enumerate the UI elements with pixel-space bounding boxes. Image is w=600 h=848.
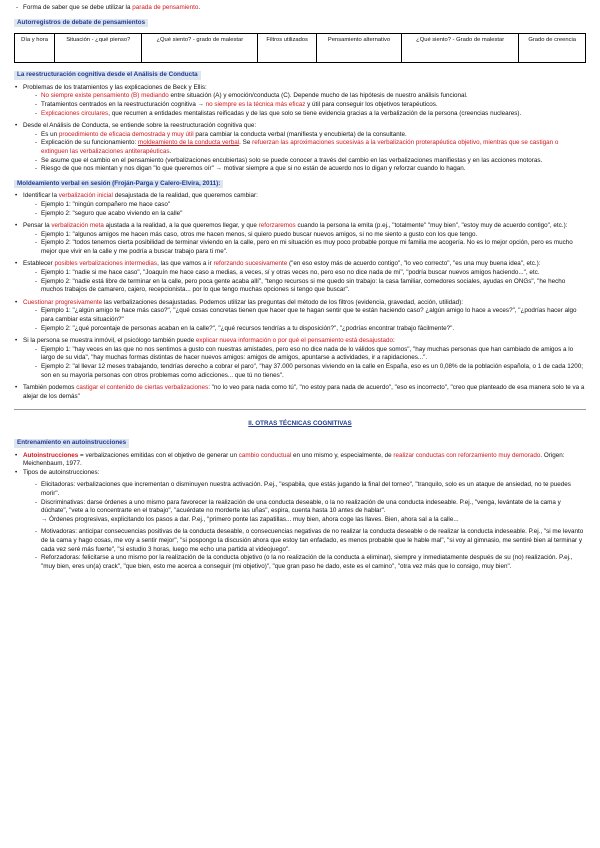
section-heading-reestructuracion: La reestructuración cognitiva desde el Análisis de Conducta xyxy=(14,71,201,80)
section-heading-autoinstrucciones: Entrenamiento en autoinstrucciones xyxy=(14,439,129,448)
text: . xyxy=(169,147,172,155)
highlight: posibles verbalizaciones intermedias xyxy=(54,260,158,268)
text: Pensar la xyxy=(23,222,50,230)
table-header: Grado de creencia xyxy=(519,34,586,63)
text: , las que vamos a ir xyxy=(157,260,212,268)
highlight: Explicaciones circulares xyxy=(41,109,109,117)
text: Problemas de los tratamientos y las explicaciones de Beck y Ellis: xyxy=(23,83,207,91)
text: Explicación de su funcionamiento: xyxy=(41,139,137,147)
intro-list xyxy=(14,4,586,13)
text: ajustada a la realidad, a la que queremos llegar, y que xyxy=(105,222,257,230)
list-item xyxy=(14,192,586,218)
highlight: parada de pensamiento xyxy=(132,4,199,11)
list-item xyxy=(33,157,586,166)
list-item: - Ejemplo 1: "nadie si me hace caso", "Joaquín me hace caso a medias, a veces, sí y otras veces no, pero eso no dice nada de mí", "podría buscar nuevos amigos haciendo...", etc. xyxy=(33,269,586,278)
list-item xyxy=(14,260,586,294)
text: Desde el Análisis de Conducta, se entiende sobre la reestructuración cognitiva que: xyxy=(23,122,257,130)
sub-list xyxy=(33,231,586,257)
table-header: Pensamiento alternativo xyxy=(317,34,402,63)
table-header: Filtros utilizados xyxy=(258,34,317,63)
text: Identificar la xyxy=(23,192,57,200)
highlight: refuerzan las aproximaciones sucesivas a la verbalización proterapéutica objetivo, mientras que se castigan o extinguen las verbalizaciones antiterapéuticas xyxy=(41,139,559,155)
text: Riesgo de que nos mientan y nos digan "lo que queremos oír" → motivar siempre a que si no están de acuerdo nos lo digan y reforzar cuando lo hagan. xyxy=(41,165,466,173)
divider xyxy=(14,409,586,410)
list-item: - Ejemplo 2: "nadie está libre de terminar en la calle, pero poca gente acaba allí", "tengo recursos si me quedo sin trabajo: la casa familiar, comedores sociales, ayudas en ONGs", "he hecho muchos trabajos de camarero, cajero, recepcionista... por lo que tengo muchas opciones si tengo que buscar". xyxy=(33,278,586,295)
sub-list xyxy=(33,269,586,295)
list-item xyxy=(33,131,586,140)
list-item xyxy=(14,122,586,174)
highlight: moldeamiento de la conducta verbal xyxy=(137,139,240,147)
list-item xyxy=(14,299,586,333)
text: desajustada de la realidad, que queremos cambiar: xyxy=(114,192,258,200)
text: en uno mismo y, especialmente, de xyxy=(293,451,392,459)
autorregistro-table xyxy=(14,33,586,63)
highlight: Autoinstrucciones xyxy=(23,451,79,459)
sub-list xyxy=(33,346,586,380)
list-item xyxy=(14,469,586,572)
list-item xyxy=(14,222,586,256)
section-heading-moldeamiento: Moldeamiento verbal en sesión (Froján-Parga y Calero-Elvira, 2011): xyxy=(14,180,223,189)
highlight: reforzaremos xyxy=(258,222,296,230)
sub-list xyxy=(33,131,586,174)
list-item xyxy=(14,337,586,380)
text: ("en eso estoy más de acuerdo contigo", "lo veo correcto", "es una muy buena idea", etc.): xyxy=(289,260,541,268)
text: Si la persona se muestra inmóvil, el psicólogo también puede xyxy=(23,337,195,345)
text: Forma de saber que se debe utilizar la xyxy=(23,4,131,11)
sub-list xyxy=(33,307,586,333)
text: cuando la persona la emita (p.ej., "totalmente" "muy bien", "estoy muy de acuerdo contigo", etc.): xyxy=(297,222,568,230)
list-item: - Elicitadoras: verbalizaciones que incrementan o disminuyen nuestra activación. P.ej., "espabila, que estás jugando la final del torneo", "tranquilo, solo es un ataque de ansiedad, no te puedes morir". xyxy=(33,481,586,498)
list-item xyxy=(33,110,586,119)
text: : xyxy=(393,337,395,345)
list-item xyxy=(33,139,586,156)
highlight: castigar el contenido de ciertas verbalizaciones xyxy=(76,384,209,392)
text: y útil para conseguir los objetivos terapéuticos. xyxy=(307,100,438,108)
sub-list xyxy=(33,92,586,118)
section2-list xyxy=(14,84,586,174)
highlight: No siempre existe pensamiento (B) mediando xyxy=(41,92,169,100)
text: Establecer xyxy=(23,260,53,268)
section4-list xyxy=(14,452,586,572)
table-header: Día y hora xyxy=(15,34,55,63)
text: . xyxy=(198,4,201,11)
list-item: - Reforzadoras: felicitarse a uno mismo por la realización de la conducta objetivo (o la no realización de la conducta a eliminar), siempre y inmediatamente después de su (no) realización. P.ej., "muy bien, eres un(a) crack", "que bien, esto me acerca a conseguir (mi objetivo)", "que gran paso he dado, este es el camino", "otra vez más que lo consigo, muy bien". xyxy=(33,554,586,571)
highlight: verbalización meta xyxy=(51,222,104,230)
highlight: verbalización inicial xyxy=(58,192,113,200)
list-item: - Ejemplo 2: "seguro que acabo viviendo en la calle" xyxy=(33,210,586,219)
list-item: - Ejemplo 1: "ningún compañero me hace caso" xyxy=(33,201,586,210)
list-item: - Ejemplo 1: "¿algún amigo te hace más caso?", "¿qué cosas concretas tienen que hacer que te hagan sentir que te están haciendo caso? ¿algún amigo lo hace a veces?", "¿podrías hacer algo para cambiar esta situación?" xyxy=(33,307,586,324)
highlight: Cuestionar progresivamente xyxy=(23,298,103,306)
list-item xyxy=(33,92,586,101)
text: Es un xyxy=(41,130,58,138)
list-item: - Ejemplo 2: "al llevar 12 meses trabajando, tendrías derecho a cobrar el paro", "hay 37.000 personas viviendo en la calle en España, eso es un 0,08% de la población española, o 1 de cada 1200; son en su mayoría personas con otros problemas como adicciones... que tú no tienes". xyxy=(33,363,586,380)
section3-list xyxy=(14,192,586,401)
text: Se asume que el cambio en el pensamiento (verbalizaciones encubiertas) solo se puede conocer a través del cambio en las verbalizaciones manifiestas y en las acciones motoras. xyxy=(41,156,543,164)
list-item: → Órdenes progresivas, explicitando los pasos a dar. P.ej., "primero ponte las zapatillas... muy bien, ahora coge las llaves. Bien, ahora sal a la calle... xyxy=(41,515,459,523)
highlight: no siempre es la técnica más eficaz xyxy=(205,100,306,108)
list-item: - Motivadoras: anticipar consecuencias positivas de la conducta deseable, o consecuencias negativas de no realizar la conducta deseable o de realizar la conducta indeseable. P.ej., "si me levanto de la cama y hago cosas, me voy a sentir mejor", "si pospongo la discusión ahora que estoy tan enfadado, es menos probable que le hable mal", "si voy al gimnasio, me sentiré bien al terminar y cada vez seré más fuerte", "si estudio 3 horas, luego me echo una partida al videojuego". xyxy=(33,528,586,554)
text: También podemos xyxy=(23,384,75,392)
table-row xyxy=(15,34,586,63)
highlight: reforzando sucesivamente xyxy=(213,260,288,268)
highlight: explicar nueva información o por qué el pensamiento está desajustado xyxy=(195,337,393,345)
list-item xyxy=(14,4,586,13)
text: entre situación (A) y emoción/conducta (C). Depende mucho de las hipótesis de nuestro análisis funcional. xyxy=(170,92,468,100)
section-heading-autorregistros: Autorregistros de debate de pensamientos xyxy=(14,19,148,28)
sub-list xyxy=(33,201,586,218)
text: . Origen: Meichenbaum, 1977. xyxy=(23,451,565,468)
document-page xyxy=(14,4,586,571)
highlight: realizar conductas con reforzamiento muy demorado xyxy=(393,451,541,459)
list-item: - Ejemplo 2: "¿qué porcentaje de personas acaban en la calle?", "¿qué recursos tendrías a tu disposición?", "¿podrías encontrar trabajo fácilmente?". xyxy=(33,325,586,334)
table-header: ¿Qué siento? - Grado de malestar xyxy=(401,34,518,63)
text: = verbalizaciones emitidas con el objetivo de generar un xyxy=(80,451,238,459)
list-item: - Discriminativas: darse órdenes a uno mismo para favorecer la realización de una conducta deseable, o la no realización de una conducta indeseable. P.ej., "venga, levántate de la cama y dúchate", "vete a lo concentrarte en el trabajo", "acuérdate no morderte las uñas", espira, cuenta hasta 10 antes de hablar". xyxy=(33,499,586,516)
text: para cambiar la conducta verbal (manifiesta y encubierta) de la consultante. xyxy=(195,130,407,138)
list-item: - Ejemplo 1: "hay veces en las que no nos sentimos a gusto con nuestras amistades, pero eso no dice nada de lo válidos que somos", "hay muchas personas que han cambiado de amigos a lo largo de su vida", "hay muchas formas distintas de hacer nuevos amigos: amigos de amigos, apuntarse a actividades, ir a rapidaciones...". xyxy=(33,346,586,363)
list-item xyxy=(14,384,586,401)
text: : "no lo veo para nada como tú", "no estoy para nada de acuerdo", "eso es incorrecto", "creo que planteado de esa manera solo te va a alejar de los demás" xyxy=(23,384,585,400)
list-item xyxy=(14,84,586,118)
highlight: cambio conductual xyxy=(238,451,292,459)
text: las verbalizaciones desajustadas. Podemos utilizar las preguntas del método de los filtros (evidencia, gravedad, acción, utilidad): xyxy=(103,298,463,306)
table-header: ¿Qué siento? - grado de malestar xyxy=(142,34,258,63)
text: Tratamientos centrados en la reestructuración cognitiva → xyxy=(41,100,204,108)
list-item: - Ejemplo 1: "algunos amigos me hacen más caso, otros me hacen menos, si quiero puedo buscar nuevos amigos, si no me siento a gusto con los que tengo. xyxy=(33,231,586,240)
highlight: procedimiento de eficacia demostrada y muy útil xyxy=(58,130,194,138)
list-item xyxy=(14,452,586,469)
list-item xyxy=(33,101,586,110)
table-header: Situación - ¿qué pienso? xyxy=(55,34,142,63)
section-title-otras-tecnicas: II. OTRAS TÉCNICAS COGNITIVAS xyxy=(248,420,352,428)
sub-list xyxy=(33,477,586,571)
text: Tipos de autoinstrucciones: xyxy=(23,468,100,476)
list-item xyxy=(33,165,586,174)
text: , que recurren a entidades mentalistas reificadas y de las que solo se tiene evidencia gracias a la verbalización de la persona (creencias nucleares). xyxy=(108,109,522,117)
list-item: - Ejemplo 2: "todos tenemos cierta posibilidad de terminar viviendo en la calle, pero en mi situación es muy poco probable porque mi familia me acogería. No es lo mejor opción, pero es mucho mejor que vivir en la calle y me podría a buscar trabajo para ti me". xyxy=(33,239,586,256)
text: . Se xyxy=(239,139,251,147)
